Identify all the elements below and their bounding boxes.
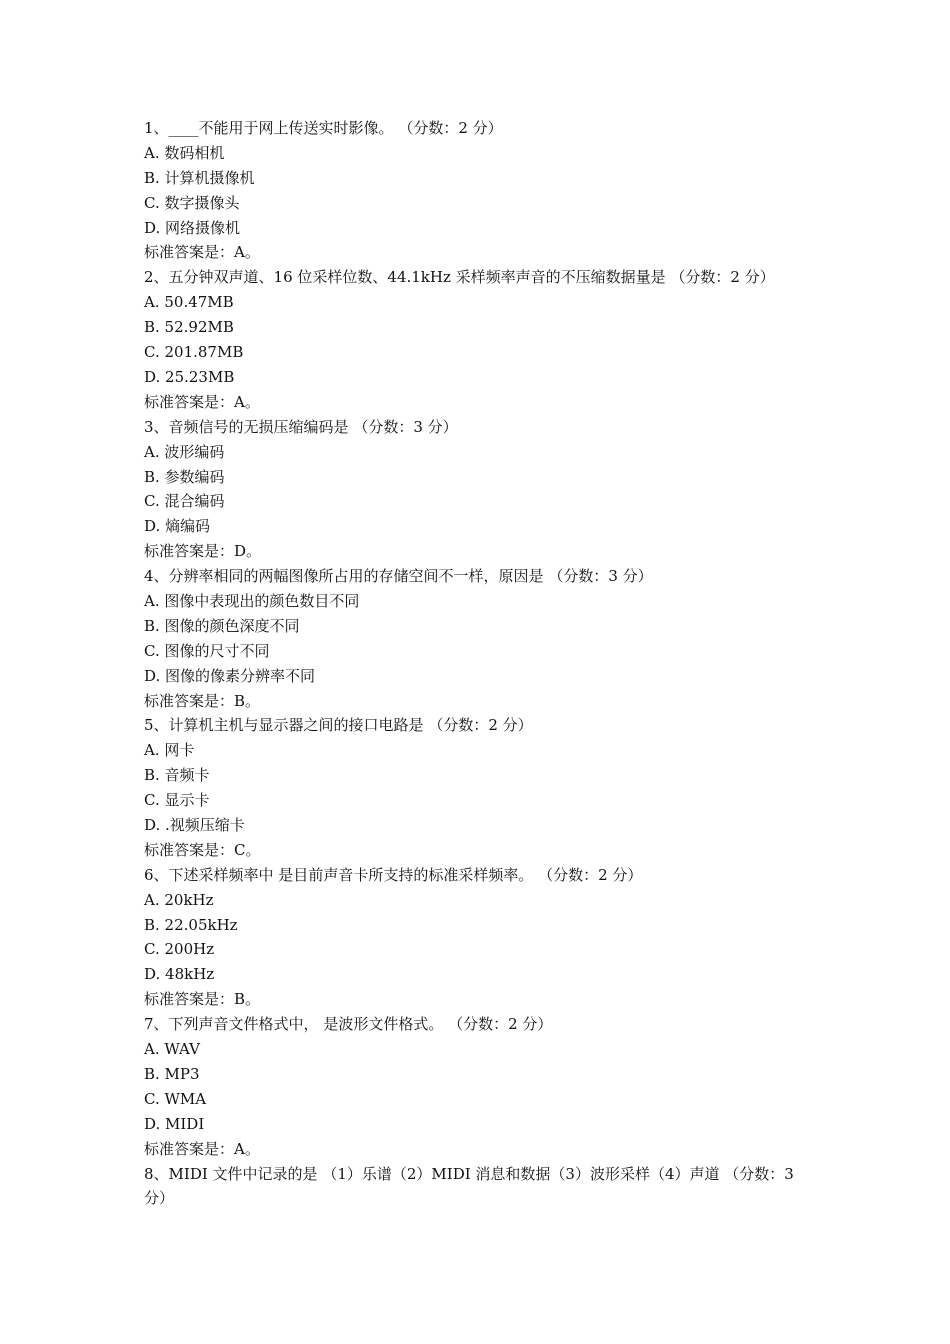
question-5-answer: 标准答案是：C。 — [144, 840, 261, 859]
question-list — [144, 116, 812, 1211]
question-3-answer: 标准答案是：D。 — [144, 542, 262, 561]
question-7-option-b: B. MP3 — [144, 1064, 200, 1083]
question-2-option-c: C. 201.87MB — [144, 343, 244, 362]
question-7-option-c: C. WMA — [144, 1089, 207, 1108]
question-2-answer: 标准答案是：A。 — [144, 392, 260, 411]
question-1-option-a: A. 数码相机 — [144, 143, 225, 162]
question-1-title: 1、____不能用于网上传送实时影像。 （分数：2 分） — [144, 119, 503, 137]
question-6-option-b: B. 22.05kHz — [144, 915, 238, 934]
question-3-title: 3、音频信号的无损压缩编码是 （分数：3 分） — [144, 417, 458, 436]
question-5-title: 5、计算机主机与显示器之间的接口电路是 （分数：2 分） — [144, 716, 533, 735]
question-4-title: 4、分辨率相同的两幅图像所占用的存储空间不一样，原因是 （分数：3 分） — [144, 567, 653, 586]
question-2-option-b: B. 52.92MB — [144, 318, 234, 337]
question-1-option-c: C. 数字摄像头 — [144, 193, 240, 212]
question-2-option-a: A. 50.47MB — [144, 293, 234, 312]
question-5-option-a: A. 网卡 — [144, 741, 195, 760]
question-6-option-c: C. 200Hz — [144, 940, 215, 959]
question-5-option-c: C. 显示卡 — [144, 791, 210, 810]
question-3-option-a: A. 波形编码 — [144, 442, 225, 461]
question-6-option-a: A. 20kHz — [144, 890, 214, 909]
question-2-title: 2、五分钟双声道、16 位采样位数、44.1kHz 采样频率声音的不压缩数据量是 （分数：2 分） — [144, 268, 775, 287]
question-1-option-d: D. 网络摄像机 — [144, 218, 241, 237]
question-4-option-b: B. 图像的颜色深度不同 — [144, 616, 300, 635]
question-3-option-b: B. 参数编码 — [144, 467, 225, 486]
question-6-title: 6、下述采样频率中 是目前声音卡所支持的标准采样频率。 （分数：2 分） — [144, 865, 643, 884]
question-6-option-d: D. 48kHz — [144, 965, 215, 984]
question-3-option-d: D. 熵编码 — [144, 517, 211, 536]
question-8-title: 8、MIDI 文件中记录的是 （1）乐谱（2）MIDI 消息和数据（3）波形采样（4）声道 （分数：3 分） — [144, 1164, 794, 1208]
question-4-option-a: A. 图像中表现出的颜色数目不同 — [144, 591, 360, 610]
question-1-answer: 标准答案是：A。 — [144, 243, 260, 262]
question-5-option-d: D. .视频压缩卡 — [144, 816, 245, 835]
question-4-option-c: C. 图像的尺寸不同 — [144, 641, 270, 660]
question-1-option-b: B. 计算机摄像机 — [144, 168, 255, 187]
question-7-option-d: D. MIDI — [144, 1114, 205, 1133]
question-3-option-c: C. 混合编码 — [144, 492, 225, 511]
question-6-answer: 标准答案是：B。 — [144, 990, 261, 1009]
question-4-option-d: D. 图像的像素分辨率不同 — [144, 666, 316, 685]
question-5-option-b: B. 音频卡 — [144, 766, 210, 785]
question-7-answer: 标准答案是：A。 — [144, 1139, 260, 1158]
question-4-answer: 标准答案是：B。 — [144, 691, 261, 710]
question-2-option-d: D. 25.23MB — [144, 367, 235, 386]
question-7-option-a: A. WAV — [144, 1040, 200, 1059]
question-7-title: 7、下列声音文件格式中， 是波形文件格式。 （分数：2 分） — [144, 1015, 553, 1034]
